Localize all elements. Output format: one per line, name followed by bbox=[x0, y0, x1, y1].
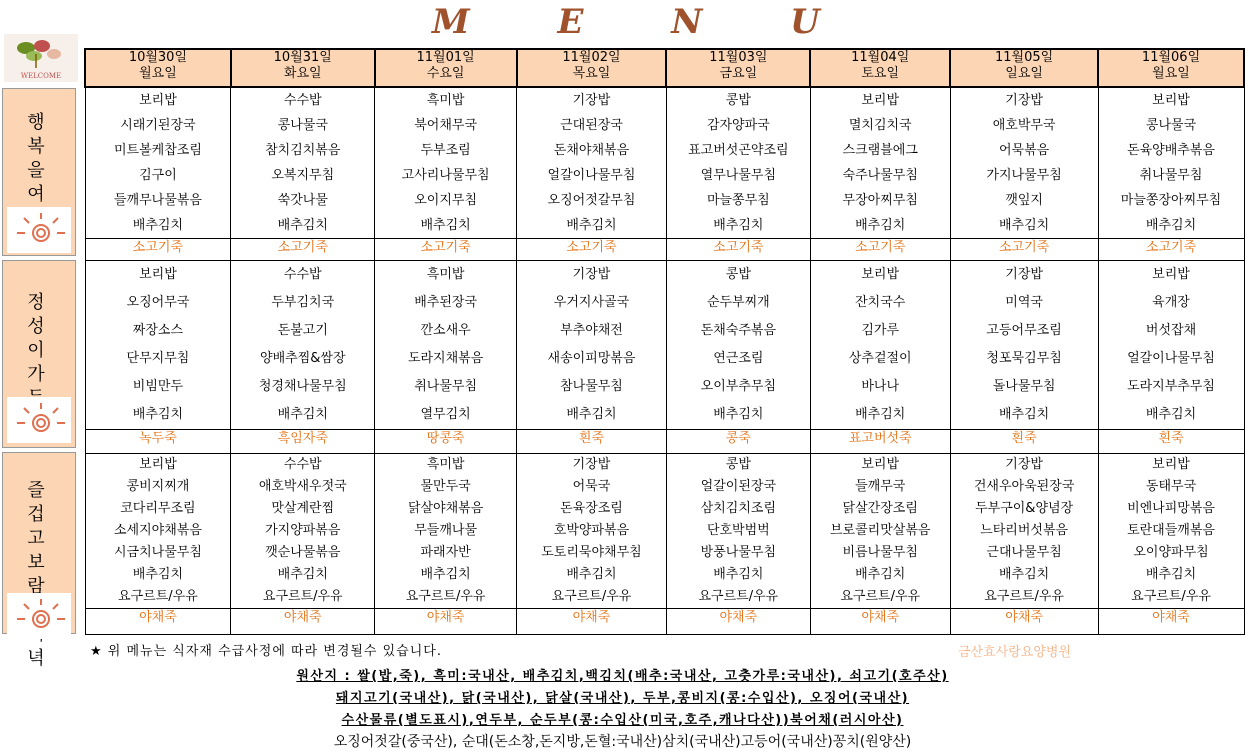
menu-item: 보리밥 bbox=[139, 267, 177, 282]
porridge-item: 소고기죽 bbox=[375, 238, 516, 257]
meal-cell bbox=[666, 454, 810, 635]
menu-item: 도토리묵야채무침 bbox=[541, 545, 642, 560]
menu-item: 요구르트/우유 bbox=[840, 589, 921, 604]
menu-item: 배추김치 bbox=[998, 218, 1050, 233]
menu-item: 흑미밥 bbox=[426, 93, 465, 108]
porridge-item: 야채죽 bbox=[667, 608, 810, 627]
menu-item: 애호박새우젓국 bbox=[258, 479, 347, 494]
porridge-item: 흑임자죽 bbox=[231, 429, 374, 448]
menu-item: 오징어무국 bbox=[126, 295, 190, 310]
sun-icon bbox=[7, 397, 71, 443]
menu-item: 배추김치 bbox=[132, 218, 184, 233]
menu-item: 두부구이&양념장 bbox=[975, 501, 1074, 516]
menu-item: 근대된장국 bbox=[560, 118, 623, 133]
menu-item: 기장밥 bbox=[1005, 267, 1043, 282]
menu-item: 취나물무침 bbox=[1139, 168, 1203, 183]
menu-item: 요구르트/우유 bbox=[698, 589, 779, 604]
menu-item: 가지양파볶음 bbox=[265, 523, 341, 538]
menu-item: 애호박무국 bbox=[992, 118, 1056, 133]
menu-item: 콩밥 bbox=[725, 93, 751, 108]
origin-line: 오징어젓갈(중국산), 순대(돈소창,돈지방,돈혈:국내산)삼치(국내산)고등어(국내산)꽁치(원양산) bbox=[333, 734, 912, 750]
meal-cell bbox=[375, 454, 517, 635]
menu-item: 요구르트/우유 bbox=[405, 589, 486, 604]
menu-item: 느타리버섯볶음 bbox=[980, 523, 1069, 538]
day-header bbox=[517, 49, 667, 87]
menu-item: 돈육장조림 bbox=[560, 501, 623, 516]
menu-item: 표고버섯곤약조림 bbox=[688, 143, 789, 158]
day-date: 11월02일 bbox=[562, 50, 621, 65]
menu-item: 감자양파국 bbox=[706, 118, 770, 133]
day-date: 10월31일 bbox=[273, 50, 332, 65]
day-date: 11월03일 bbox=[709, 50, 768, 65]
menu-item: 마늘쫑장아찌무침 bbox=[1120, 193, 1222, 208]
porridge-item: 소고기죽 bbox=[1099, 238, 1244, 257]
menu-item: 고사리나물무침 bbox=[401, 168, 490, 183]
meal-section-row bbox=[85, 454, 1244, 635]
menu-item: 멸치김치국 bbox=[848, 118, 912, 133]
section-label-text: 즐겁고보람찬저녁 bbox=[27, 480, 51, 669]
origin-line: 돼지고기(국내산), 닭(국내산), 닭살(국내산), 두부,콩비지(콩:수입산), 오징어(국내산) bbox=[335, 691, 910, 706]
day-date: 11월01일 bbox=[416, 50, 475, 65]
meal-cell bbox=[950, 454, 1098, 635]
menu-item: 배추김치 bbox=[132, 567, 184, 582]
menu-item: 가지나물무침 bbox=[986, 168, 1062, 183]
menu-item: 깻잎지 bbox=[1005, 193, 1043, 208]
menu-item: 배추김치 bbox=[998, 567, 1050, 582]
menu-item: 김구이 bbox=[139, 168, 177, 183]
menu-item: 얼갈이나물무침 bbox=[1127, 351, 1215, 366]
meal-cell bbox=[950, 261, 1098, 454]
section-label-text: 행복을여는 bbox=[27, 112, 51, 229]
day-header bbox=[666, 49, 810, 87]
menu-item: 김가루 bbox=[861, 323, 900, 338]
menu-item: 기장밥 bbox=[572, 267, 611, 282]
day-date: 10월30일 bbox=[128, 50, 188, 65]
menu-item: 콩밥 bbox=[725, 457, 751, 472]
menu-item: 숙주나물무침 bbox=[842, 168, 918, 183]
porridge-item: 야채죽 bbox=[517, 608, 666, 627]
porridge-item: 흰죽 bbox=[517, 429, 666, 448]
menu-item: 방풍나물무침 bbox=[700, 545, 777, 560]
menu-item: 근대나물무침 bbox=[986, 545, 1062, 560]
menu-item: 시래기된장국 bbox=[120, 118, 196, 133]
menu-item: 비엔나피망볶음 bbox=[1127, 501, 1215, 516]
menu-item: 상추겉절이 bbox=[848, 351, 912, 366]
menu-item: 양배추찜&쌈장 bbox=[260, 351, 346, 366]
day-weekday: 화요일 bbox=[283, 66, 322, 81]
meal-cell bbox=[517, 454, 667, 635]
menu-item: 기장밥 bbox=[1005, 93, 1043, 108]
menu-item: 얼갈이된장국 bbox=[700, 479, 777, 494]
notice-text: ★ 위 메뉴는 식자재 수급사정에 따라 변경될수 있습니다. bbox=[90, 644, 442, 659]
menu-item: 오이양파무침 bbox=[1133, 545, 1209, 560]
menu-item: 배추김치 bbox=[566, 567, 617, 582]
day-date: 11월06일 bbox=[1141, 50, 1201, 65]
origin-line: 원산지 : 쌀(밥,죽), 흑미:국내산, 배추김치,백김치(배추:국내산, 고춧가루:국내산), 쇠고기(호주산) bbox=[296, 669, 949, 684]
porridge-item: 소고기죽 bbox=[951, 238, 1098, 257]
menu-item: 오징어젓갈무침 bbox=[547, 193, 636, 208]
menu-item: 오이부추무침 bbox=[700, 379, 777, 394]
menu-item: 청경채나물무침 bbox=[258, 379, 347, 394]
menu-item: 쑥갓나물 bbox=[277, 193, 328, 208]
menu-item: 배추김치 bbox=[1145, 567, 1197, 582]
menu-item: 배추김치 bbox=[713, 567, 764, 582]
menu-item: 수수밥 bbox=[283, 267, 322, 282]
day-header bbox=[85, 49, 231, 87]
menu-item: 두부조림 bbox=[420, 143, 471, 158]
menu-item: 들깨무국 bbox=[855, 479, 906, 494]
menu-item: 기장밥 bbox=[1005, 457, 1043, 472]
meal-cell bbox=[810, 87, 950, 261]
menu-item: 어묵국 bbox=[572, 479, 611, 494]
meal-cell bbox=[517, 261, 667, 454]
menu-item: 들깨무나물볶음 bbox=[113, 193, 202, 208]
menu-item: 보리밥 bbox=[1152, 457, 1190, 472]
meal-cell bbox=[231, 261, 375, 454]
menu-item: 도라지채볶음 bbox=[407, 351, 484, 366]
meal-section-row bbox=[85, 261, 1244, 454]
menu-item: 배추김치 bbox=[1145, 218, 1197, 233]
porridge-item: 소고기죽 bbox=[667, 238, 810, 257]
menu-item: 동태무국 bbox=[1145, 479, 1197, 494]
menu-item: 배추김치 bbox=[277, 218, 328, 233]
menu-item: 배추김치 bbox=[855, 407, 906, 422]
porridge-item: 야채죽 bbox=[86, 608, 231, 627]
menu-item: 시금치나물무침 bbox=[113, 545, 202, 560]
menu-item: 보리밥 bbox=[139, 93, 177, 108]
meal-cell bbox=[375, 261, 517, 454]
porridge-item: 소고기죽 bbox=[811, 238, 950, 257]
menu-item: 브로콜리맛살볶음 bbox=[829, 523, 931, 538]
meal-cell bbox=[375, 87, 517, 261]
menu-item: 미트볼케찹조림 bbox=[113, 143, 202, 158]
porridge-item: 야채죽 bbox=[375, 608, 516, 627]
day-weekday: 일요일 bbox=[1005, 66, 1043, 81]
menu-item: 두부김치국 bbox=[271, 295, 335, 310]
menu-item: 맛살계란찜 bbox=[271, 501, 335, 516]
menu-item: 물만두국 bbox=[420, 479, 471, 494]
porridge-item: 야채죽 bbox=[811, 608, 950, 627]
menu-item: 고등어무조림 bbox=[986, 323, 1062, 338]
porridge-item: 땅콩죽 bbox=[375, 429, 516, 448]
menu-item: 스크램블에그 bbox=[842, 143, 918, 158]
menu-table bbox=[84, 48, 1245, 635]
menu-item: 수수밥 bbox=[283, 457, 322, 472]
menu-item: 보리밥 bbox=[1152, 93, 1190, 108]
menu-item: 배추김치 bbox=[277, 567, 328, 582]
day-header bbox=[810, 49, 950, 87]
menu-item: 취나물무침 bbox=[414, 379, 478, 394]
menu-item: 호박양파볶음 bbox=[553, 523, 630, 538]
menu-item: 코다리무조림 bbox=[120, 501, 196, 516]
sun-icon bbox=[7, 593, 71, 639]
menu-item: 보리밥 bbox=[139, 457, 177, 472]
menu-item: 건새우아욱된장국 bbox=[973, 479, 1075, 494]
meal-cell bbox=[1098, 87, 1244, 261]
menu-item: 요구르트/우유 bbox=[262, 589, 343, 604]
menu-item: 단무지무침 bbox=[126, 351, 190, 366]
menu-item: 육개장 bbox=[1152, 295, 1190, 310]
meal-cell bbox=[1098, 261, 1244, 454]
porridge-item: 표고버섯죽 bbox=[811, 429, 950, 448]
day-weekday: 목요일 bbox=[572, 66, 611, 81]
menu-item: 돈불고기 bbox=[277, 323, 328, 338]
menu-item: 기장밥 bbox=[572, 457, 611, 472]
meal-cell bbox=[666, 87, 810, 261]
menu-item: 닭살간장조림 bbox=[842, 501, 918, 516]
day-weekday: 월요일 bbox=[139, 66, 177, 81]
logo-text: WELCOME bbox=[20, 72, 62, 80]
meal-cell bbox=[950, 87, 1098, 261]
menu-item: 수수밥 bbox=[283, 93, 322, 108]
section-label-dinner bbox=[2, 452, 76, 669]
menu-item: 닭살야채볶음 bbox=[407, 501, 484, 516]
meal-cell bbox=[666, 261, 810, 454]
porridge-item: 야채죽 bbox=[231, 608, 374, 627]
origin-line: 수산물류(별도표시),연두부, 순두부(콩:수입산(미국,호주,캐나다산))북어채(러시아산) bbox=[341, 713, 904, 728]
menu-item: 돈채숙주볶음 bbox=[700, 323, 777, 338]
menu-item: 삼치김치조림 bbox=[700, 501, 777, 516]
menu-item: 미역국 bbox=[1005, 295, 1043, 310]
menu-item: 북어채무국 bbox=[414, 118, 478, 133]
menu-item: 무장아찌무침 bbox=[842, 193, 918, 208]
menu-item: 소세지야채볶음 bbox=[113, 523, 202, 538]
menu-item: 파래자반 bbox=[420, 545, 471, 560]
meal-cell bbox=[1098, 454, 1244, 635]
menu-item: 보리밥 bbox=[861, 267, 900, 282]
meal-cell bbox=[85, 454, 231, 635]
page-title: M E N U bbox=[432, 2, 858, 42]
menu-item: 배추김치 bbox=[1145, 407, 1197, 422]
menu-item: 흑미밥 bbox=[426, 457, 465, 472]
menu-item: 배추김치 bbox=[713, 407, 764, 422]
welcome-logo bbox=[4, 34, 78, 82]
menu-item: 배추김치 bbox=[713, 218, 764, 233]
menu-item: 어묵볶음 bbox=[998, 143, 1050, 158]
menu-item: 비빔만두 bbox=[132, 379, 184, 394]
menu-item: 열무나물무침 bbox=[700, 168, 777, 183]
menu-item: 연근조림 bbox=[713, 351, 764, 366]
day-header bbox=[950, 49, 1098, 87]
menu-item: 단호박범벅 bbox=[706, 523, 770, 538]
menu-item: 흑미밥 bbox=[426, 267, 465, 282]
menu-item: 잔치국수 bbox=[855, 295, 906, 310]
section-label-lunch bbox=[2, 260, 76, 448]
menu-item: 오이지무침 bbox=[414, 193, 478, 208]
menu-item: 배추김치 bbox=[855, 218, 906, 233]
porridge-item: 흰죽 bbox=[951, 429, 1098, 448]
menu-item: 요구르트/우유 bbox=[1131, 589, 1211, 604]
menu-item: 토란대들깨볶음 bbox=[1127, 523, 1215, 538]
meal-cell bbox=[517, 87, 667, 261]
meal-cell bbox=[85, 261, 231, 454]
day-header bbox=[231, 49, 375, 87]
menu-item: 짜장소스 bbox=[132, 323, 184, 338]
menu-item: 돈육양배추볶음 bbox=[1127, 143, 1215, 158]
day-weekday: 수요일 bbox=[426, 66, 465, 81]
section-label-breakfast bbox=[2, 88, 76, 256]
day-date: 11월05일 bbox=[995, 50, 1054, 65]
menu-item: 배추김치 bbox=[420, 567, 471, 582]
menu-item: 보리밥 bbox=[1152, 267, 1190, 282]
menu-item: 청포묵김무침 bbox=[986, 351, 1062, 366]
menu-item: 바나나 bbox=[861, 379, 900, 394]
menu-item: 열무김치 bbox=[420, 407, 471, 422]
porridge-item: 소고기죽 bbox=[517, 238, 666, 257]
hospital-name: 금산효사랑요양병원 bbox=[958, 645, 1072, 660]
menu-item: 돈채야채볶음 bbox=[553, 143, 630, 158]
menu-item: 콩밥 bbox=[725, 267, 751, 282]
menu-item: 얼갈이나물무침 bbox=[547, 168, 636, 183]
sun-icon bbox=[7, 207, 71, 253]
meal-section-row bbox=[85, 87, 1244, 261]
day-header bbox=[375, 49, 517, 87]
menu-item: 순두부찌개 bbox=[706, 295, 770, 310]
menu-item: 배추김치 bbox=[566, 218, 617, 233]
menu-item: 비름나물무침 bbox=[842, 545, 918, 560]
menu-item: 배추김치 bbox=[132, 407, 184, 422]
menu-item: 요구르트/우유 bbox=[551, 589, 632, 604]
porridge-item: 콩죽 bbox=[667, 429, 810, 448]
menu-item: 기장밥 bbox=[572, 93, 611, 108]
menu-item: 참치김치볶음 bbox=[265, 143, 341, 158]
porridge-item: 흰죽 bbox=[1099, 429, 1244, 448]
porridge-item: 소고기죽 bbox=[231, 238, 374, 257]
menu-item: 배추김치 bbox=[420, 218, 471, 233]
porridge-item: 소고기죽 bbox=[86, 238, 231, 257]
menu-item: 돌나물무침 bbox=[992, 379, 1056, 394]
menu-item: 요구르트/우유 bbox=[118, 589, 198, 604]
meal-cell bbox=[85, 87, 231, 261]
day-weekday: 토요일 bbox=[861, 66, 900, 81]
menu-item: 부추야채전 bbox=[560, 323, 623, 338]
menu-item: 도라지부추무침 bbox=[1127, 379, 1215, 394]
menu-item: 우거지사골국 bbox=[553, 295, 630, 310]
menu-item: 배추김치 bbox=[566, 407, 617, 422]
menu-item: 요구르트/우유 bbox=[984, 589, 1064, 604]
menu-item: 배추된장국 bbox=[414, 295, 478, 310]
menu-item: 깻순나물볶음 bbox=[265, 545, 341, 560]
menu-item: 콩비지찌개 bbox=[126, 479, 190, 494]
menu-item: 보리밥 bbox=[861, 457, 900, 472]
meal-cell bbox=[231, 87, 375, 261]
section-label-text: 정성이가득한 bbox=[27, 292, 51, 433]
menu-item: 깐소새우 bbox=[420, 323, 471, 338]
porridge-item: 야채죽 bbox=[1099, 608, 1244, 627]
menu-item: 오복지무침 bbox=[271, 168, 335, 183]
meal-cell bbox=[231, 454, 375, 635]
meal-cell bbox=[810, 261, 950, 454]
menu-item: 배추김치 bbox=[998, 407, 1050, 422]
day-weekday: 금요일 bbox=[719, 66, 758, 81]
menu-item: 새송이피망볶음 bbox=[547, 351, 636, 366]
menu-item: 무들깨나물 bbox=[414, 523, 478, 538]
day-date: 11월04일 bbox=[851, 50, 910, 65]
menu-item: 보리밥 bbox=[861, 93, 900, 108]
menu-item: 배추김치 bbox=[277, 407, 328, 422]
menu-item: 배추김치 bbox=[855, 567, 906, 582]
porridge-item: 야채죽 bbox=[951, 608, 1098, 627]
meal-cell bbox=[810, 454, 950, 635]
menu-item: 콩나물국 bbox=[1145, 118, 1197, 133]
menu-item: 버섯잡채 bbox=[1145, 323, 1197, 338]
day-weekday: 월요일 bbox=[1152, 66, 1190, 81]
day-header bbox=[1098, 49, 1244, 87]
menu-item: 마늘쫑무침 bbox=[706, 193, 770, 208]
header-row bbox=[85, 49, 1244, 87]
menu-item: 참나물무침 bbox=[560, 379, 623, 394]
porridge-item: 녹두죽 bbox=[86, 429, 231, 448]
menu-item: 콩나물국 bbox=[277, 118, 328, 133]
